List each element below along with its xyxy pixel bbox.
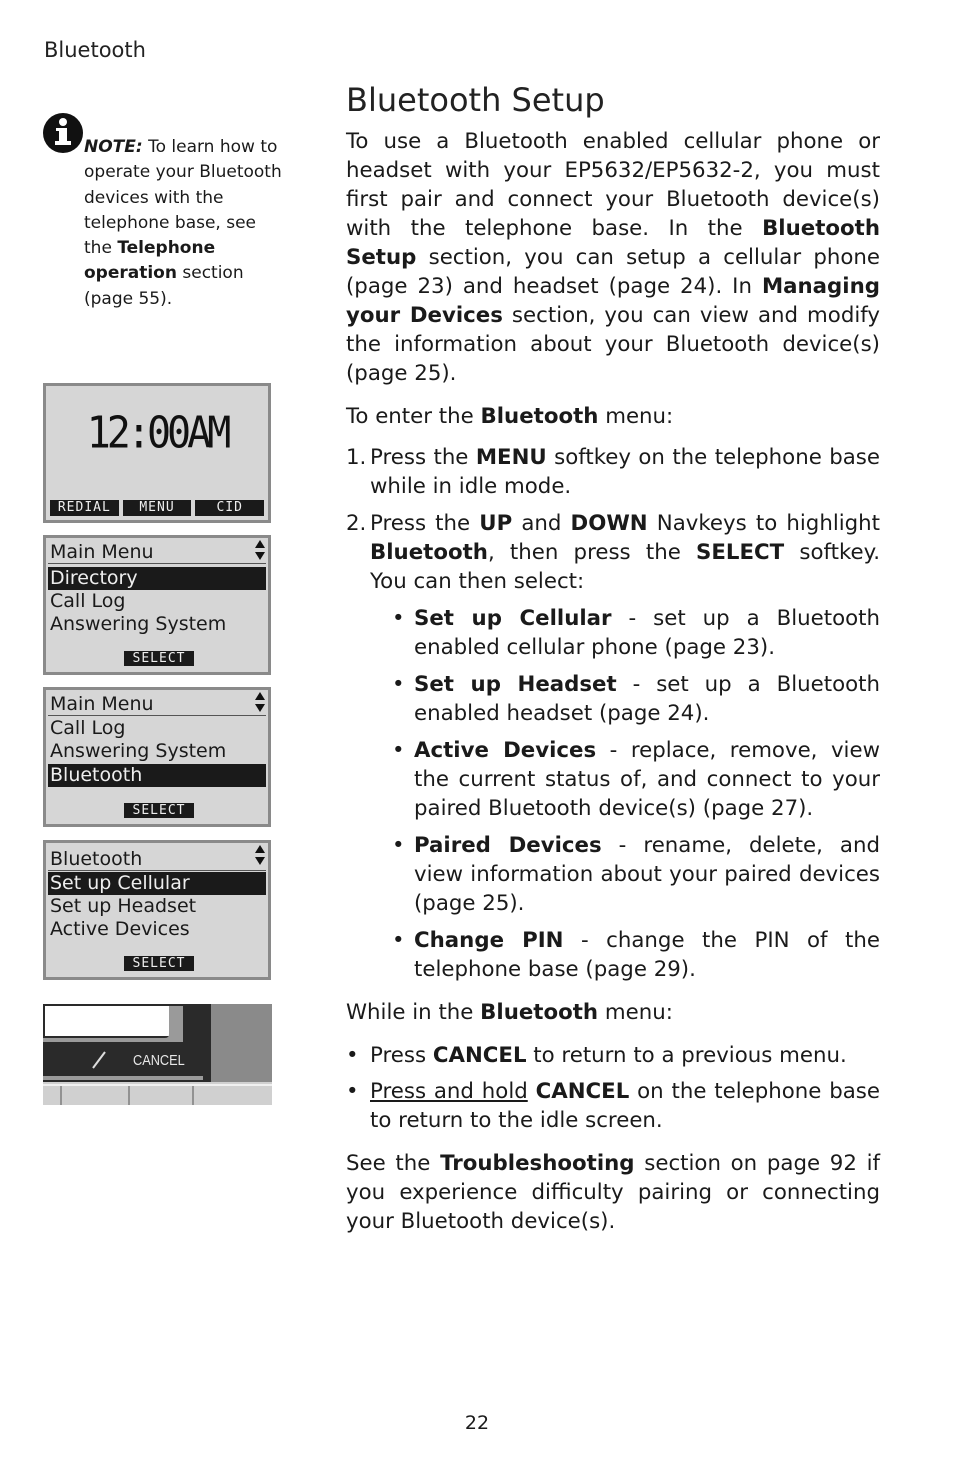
option-desc: - rename, delete, and view information about your paired devices (page 25). <box>414 833 880 916</box>
text: To enter the <box>346 404 481 429</box>
bullet: • <box>392 672 405 697</box>
select-softkey: SELECT <box>124 803 194 818</box>
bold-text: CANCEL <box>535 1079 630 1104</box>
menu-softkey: MENU <box>123 500 192 516</box>
underlined-text: Press and hold <box>370 1079 528 1104</box>
step-number: 1. <box>346 445 367 470</box>
main-menu-screen-2 <box>43 687 271 827</box>
idle-screen <box>43 383 271 523</box>
text: and <box>512 511 571 536</box>
text: See the <box>346 1151 441 1176</box>
clock-display: 12:00AM <box>86 407 228 459</box>
text: on the telephone base to return to the idle screen. <box>370 1079 880 1133</box>
menu-item-call-log: Call Log <box>50 717 126 739</box>
menu-item-answering-system: Answering System <box>50 740 227 762</box>
menu-title: Main Menu <box>48 693 266 716</box>
menu-item-active-devices: Active Devices <box>50 918 190 940</box>
page-header: Bluetooth <box>44 38 146 62</box>
menu-item-call-log: Call Log <box>50 590 126 612</box>
text: Press <box>370 1043 433 1068</box>
option-desc: - set up a Bluetooth enabled headset (page 24). <box>414 672 880 726</box>
menu-item-bluetooth: Bluetooth <box>48 764 266 787</box>
scroll-arrows-icon <box>255 692 265 712</box>
option-name: Set up Headset <box>414 672 617 697</box>
bullet: • <box>392 833 405 858</box>
bold-text: SELECT <box>696 540 785 565</box>
option-item <box>346 926 880 984</box>
select-softkey: SELECT <box>124 956 194 971</box>
redial-softkey: REDIAL <box>50 500 119 516</box>
bullet: • <box>346 1043 359 1068</box>
step-number: 2. <box>346 511 367 536</box>
cancel-button-label: CANCEL <box>133 1052 185 1069</box>
select-softkey: SELECT <box>124 651 194 666</box>
menu-item-set-up-cellular: Set up Cellular <box>48 872 266 895</box>
text: While in the <box>346 1000 481 1025</box>
text: to return to a previous menu. <box>526 1043 847 1068</box>
menu-title: Bluetooth <box>48 848 266 871</box>
option-name: Set up Cellular <box>414 606 612 631</box>
text: section on page 92 if you experience difficulty pairing or connecting your Bluetooth device(s). <box>346 1151 880 1234</box>
note-label: NOTE: <box>84 137 143 157</box>
text: softkey. You can then select: <box>370 540 880 594</box>
scroll-arrows-icon <box>255 845 265 865</box>
text: To use a Bluetooth enabled cellular phone or headset with your EP5632/EP5632-2, you must first pair and connect your Bluetooth device(s) with the telephone base. In the <box>346 129 880 241</box>
bluetooth-menu-screen <box>43 840 271 980</box>
bullet: • <box>392 928 405 953</box>
bold-text: CANCEL <box>432 1043 527 1068</box>
bold-text: Managing your Devices <box>346 274 880 328</box>
cid-softkey: CID <box>195 500 264 516</box>
bold-text: Bluetooth Setup <box>346 216 880 270</box>
text: Navkeys to highlight <box>647 511 881 536</box>
bold-text: Bluetooth <box>370 540 488 565</box>
bold-text: Bluetooth <box>480 404 599 429</box>
telephone-base-illustration <box>43 1004 272 1105</box>
option-item <box>346 604 880 662</box>
option-desc: - set up a Bluetooth enabled cellular phone (page 23). <box>414 606 880 660</box>
main-menu-screen-1 <box>43 535 271 675</box>
text: Press the <box>370 511 480 536</box>
step-2 <box>346 509 880 596</box>
info-icon <box>42 112 84 154</box>
text: section, you can view and modify the information about your Bluetooth device(s) (page 25). <box>346 303 880 386</box>
option-desc: - change the PIN of the telephone base (page 29). <box>414 928 880 982</box>
bold-text: Troubleshooting <box>440 1151 635 1176</box>
text: softkey on the telephone base while in idle mode. <box>370 445 880 499</box>
option-name: Active Devices <box>414 738 597 763</box>
troubleshooting-paragraph <box>346 1149 880 1236</box>
option-item <box>346 831 880 918</box>
option-item <box>346 736 880 823</box>
while-paragraph <box>346 998 880 1027</box>
scroll-arrows-icon <box>255 540 265 560</box>
menu-item-answering-system: Answering System <box>50 613 227 635</box>
text <box>528 1079 536 1104</box>
intro-paragraph <box>346 127 880 388</box>
menu-item-set-up-headset: Set up Headset <box>50 895 197 917</box>
note-bold: Telephone operation <box>84 238 216 284</box>
cancel-bullet <box>346 1041 880 1070</box>
bullet: • <box>346 1079 359 1104</box>
text: menu: <box>598 404 674 429</box>
page-title: Bluetooth Setup <box>346 81 605 119</box>
bullet: • <box>392 606 405 631</box>
option-name: Paired Devices <box>414 833 602 858</box>
bold-text: MENU <box>475 445 547 470</box>
bullet: • <box>392 738 405 763</box>
text: , then press the <box>487 540 696 565</box>
softkey-bar <box>50 500 264 516</box>
page-number: 22 <box>464 1412 490 1434</box>
step-1 <box>346 443 880 501</box>
option-desc: - replace, remove, view the current status of, and connect to your paired Bluetooth device(s) (page 27). <box>414 738 880 821</box>
text: Press the <box>370 445 476 470</box>
bold-text: UP <box>479 511 513 536</box>
enter-menu-paragraph <box>346 402 880 431</box>
option-name: Change PIN <box>414 928 564 953</box>
note-box <box>42 112 282 312</box>
bold-text: Bluetooth <box>480 1000 599 1025</box>
option-item <box>346 670 880 728</box>
menu-title: Main Menu <box>48 541 266 564</box>
note-text-part: To learn how to operate your Bluetooth devices with the telephone base, see the <box>84 137 282 259</box>
main-content <box>346 78 880 1236</box>
text: section, you can setup a cellular phone (page 23) and headset (page 24). In <box>346 245 880 299</box>
bold-text: DOWN <box>570 511 648 536</box>
cancel-hold-bullet <box>346 1077 880 1135</box>
note-text-part: section (page 55). <box>84 263 244 309</box>
text: menu: <box>598 1000 673 1025</box>
menu-item-directory: Directory <box>48 567 266 590</box>
